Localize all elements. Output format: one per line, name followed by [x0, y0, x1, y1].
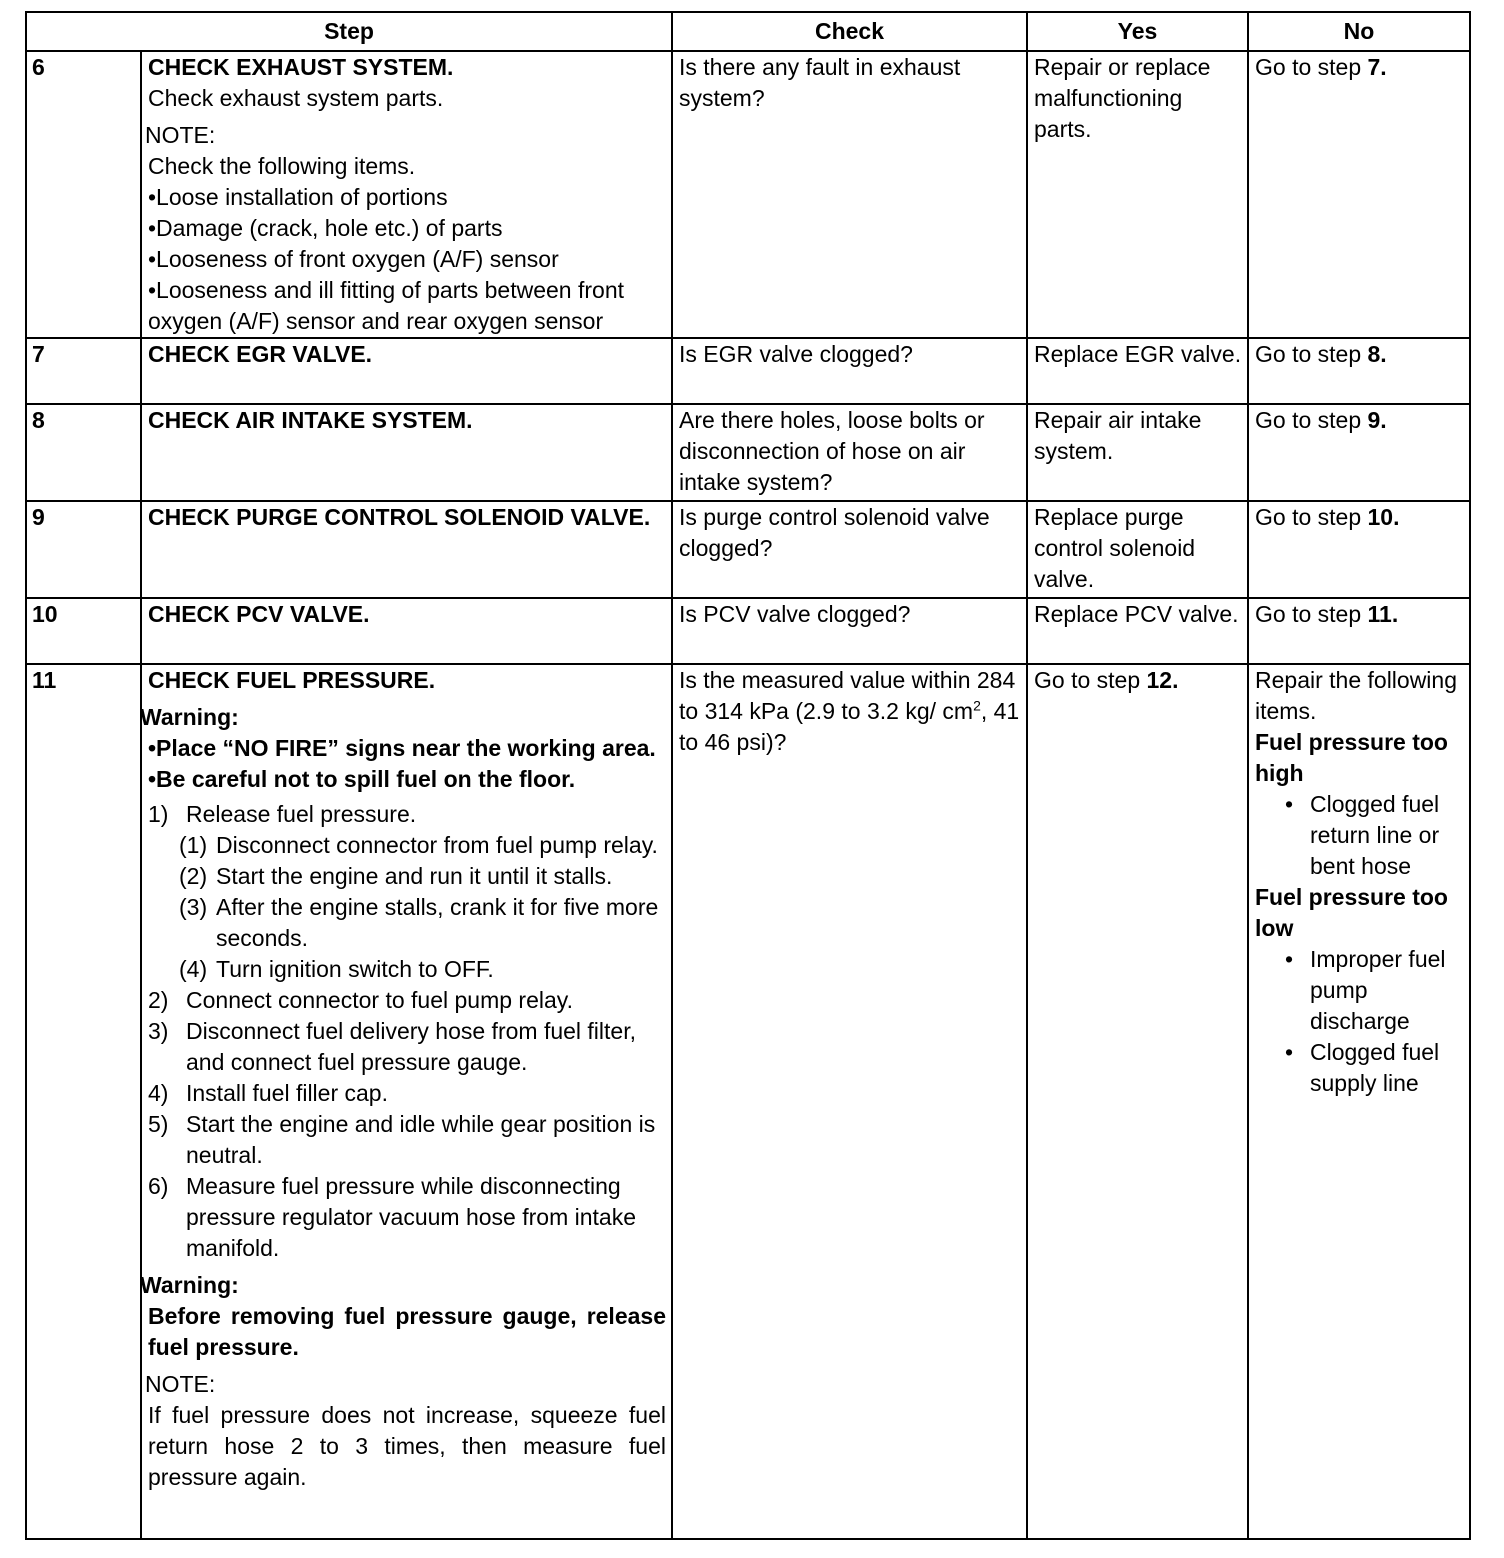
- step-number: 10: [26, 598, 141, 664]
- step-number: 11: [26, 664, 141, 1539]
- step-title: CHECK FUEL PRESSURE.: [148, 667, 436, 693]
- remedy-item: • Improper fuel pump discharge: [1285, 946, 1446, 1034]
- step-number: 7: [26, 338, 141, 404]
- no-cell: [1248, 404, 1470, 501]
- note-text: If fuel pressure does not increase, squeeze fuel return hose 2 to 3 times, then measure fuel pressure again.: [148, 1402, 666, 1490]
- warning-heading: Warning:: [140, 704, 239, 730]
- check-cell: Is purge control solenoid valve clogged?: [672, 501, 1027, 598]
- no-cell: [1248, 501, 1470, 598]
- header-check: Check: [672, 12, 1027, 51]
- procedure-step: 1) Release fuel pressure.: [148, 801, 417, 827]
- remedy-item: • Clogged fuel return line or bent hose: [1285, 791, 1440, 879]
- no-prefix: Go to step: [1255, 54, 1368, 80]
- diagnostic-table: [25, 11, 1471, 1540]
- yes-cell: Replace PCV valve.: [1027, 598, 1248, 664]
- step-number: 8: [26, 404, 141, 501]
- yes-cell: Replace purge control solenoid valve.: [1027, 501, 1248, 598]
- step-title: CHECK PURGE CONTROL SOLENOID VALVE.: [148, 504, 651, 530]
- table-row: [26, 338, 1470, 404]
- check-cell: Is EGR valve clogged?: [672, 338, 1027, 404]
- check-cell: Are there holes, loose bolts or disconnection of hose on air intake system?: [672, 404, 1027, 501]
- step-subtext: Check exhaust system parts.: [148, 85, 444, 111]
- step-title: CHECK AIR INTAKE SYSTEM.: [148, 407, 473, 433]
- step-title: CHECK EXHAUST SYSTEM.: [148, 54, 454, 80]
- procedure-step: 2) Connect connector to fuel pump relay.: [148, 987, 573, 1013]
- no-cell: [1248, 664, 1470, 1539]
- no-prefix: Go to step: [1255, 341, 1368, 367]
- yes-prefix: Go to step: [1034, 667, 1147, 693]
- table-header-row: [26, 12, 1470, 51]
- yes-cell: Repair air intake system.: [1027, 404, 1248, 501]
- warning-item: •Place “NO FIRE” signs near the working area.: [148, 735, 656, 761]
- table-row: [26, 664, 1470, 1539]
- procedure-list: [148, 799, 666, 1264]
- step-cell: [141, 598, 672, 664]
- procedure-step: 5) Start the engine and idle while gear position is neutral.: [148, 1111, 656, 1168]
- step-cell: [141, 664, 672, 1539]
- procedure-step: 6) Measure fuel pressure while disconnecting pressure regulator vacuum hose from intake manifold.: [148, 1173, 636, 1261]
- step-number: 6: [26, 51, 141, 338]
- warning-item: •Be careful not to spill fuel on the floor.: [148, 766, 576, 792]
- note-heading: NOTE:: [145, 1371, 216, 1397]
- yes-cell: [1027, 664, 1248, 1539]
- note-item: •Damage (crack, hole etc.) of parts: [148, 215, 503, 241]
- procedure-step: 4) Install fuel filler cap.: [148, 1080, 388, 1106]
- step-number: 9: [26, 501, 141, 598]
- note-item: •Looseness of front oxygen (A/F) sensor: [148, 246, 559, 272]
- note-heading: NOTE:: [145, 122, 216, 148]
- note-item: •Loose installation of portions: [148, 184, 448, 210]
- note-intro: Check the following items.: [148, 153, 416, 179]
- header-step: Step: [26, 12, 672, 51]
- yes-cell: Replace EGR valve.: [1027, 338, 1248, 404]
- warning-text: Before removing fuel pressure gauge, release fuel pressure.: [148, 1303, 666, 1360]
- table-row: [26, 404, 1470, 501]
- step-title: CHECK EGR VALVE.: [148, 341, 373, 367]
- no-prefix: Go to step: [1255, 601, 1368, 627]
- note-item: •Looseness and ill fitting of parts between front oxygen (A/F) sensor and rear oxygen sensor: [148, 277, 625, 334]
- procedure-substep: (3) After the engine stalls, crank it for five more seconds.: [179, 894, 659, 951]
- procedure-substep: (2) Start the engine and run it until it stalls.: [179, 863, 613, 889]
- next-step: 11.: [1367, 601, 1399, 627]
- no-cell: [1248, 598, 1470, 664]
- check-cell: Is PCV valve clogged?: [672, 598, 1027, 664]
- table-row: [26, 501, 1470, 598]
- check-cell: Is the measured value within 284 to 314 kPa (2.9 to 3.2 kg/ $cm^2$, 41 to 46 psi)?: [672, 664, 1027, 1539]
- condition-heading: Fuel pressure too low: [1255, 884, 1448, 941]
- condition-heading: Fuel pressure too high: [1255, 729, 1448, 786]
- step-cell: [141, 51, 672, 338]
- remedy-item: • Clogged fuel supply line: [1285, 1039, 1440, 1096]
- header-yes: Yes: [1027, 12, 1248, 51]
- step-title: CHECK PCV VALVE.: [148, 601, 370, 627]
- next-step: 8.: [1367, 341, 1387, 367]
- no-cell: [1248, 51, 1470, 338]
- next-step: 7.: [1367, 54, 1387, 80]
- step-cell: [141, 404, 672, 501]
- yes-cell: Repair or replace malfunctioning parts.: [1027, 51, 1248, 338]
- step-cell: [141, 501, 672, 598]
- step-cell: [141, 338, 672, 404]
- no-prefix: Go to step: [1255, 504, 1368, 530]
- check-cell: Is there any fault in exhaust system?: [672, 51, 1027, 338]
- procedure-step: 3) Disconnect fuel delivery hose from fuel filter, and connect fuel pressure gauge.: [148, 1018, 636, 1075]
- procedure-substep: (4) Turn ignition switch to OFF.: [179, 956, 494, 982]
- no-intro: Repair the following items.: [1255, 667, 1458, 724]
- next-step: 10.: [1367, 504, 1400, 530]
- table-row: [26, 598, 1470, 664]
- next-step: 12.: [1146, 667, 1179, 693]
- next-step: 9.: [1367, 407, 1387, 433]
- procedure-substep: (1) Disconnect connector from fuel pump relay.: [179, 832, 658, 858]
- no-prefix: Go to step: [1255, 407, 1368, 433]
- warning-heading: Warning:: [140, 1272, 239, 1298]
- no-cell: [1248, 338, 1470, 404]
- table-row: [26, 51, 1470, 338]
- header-no: No: [1248, 12, 1470, 51]
